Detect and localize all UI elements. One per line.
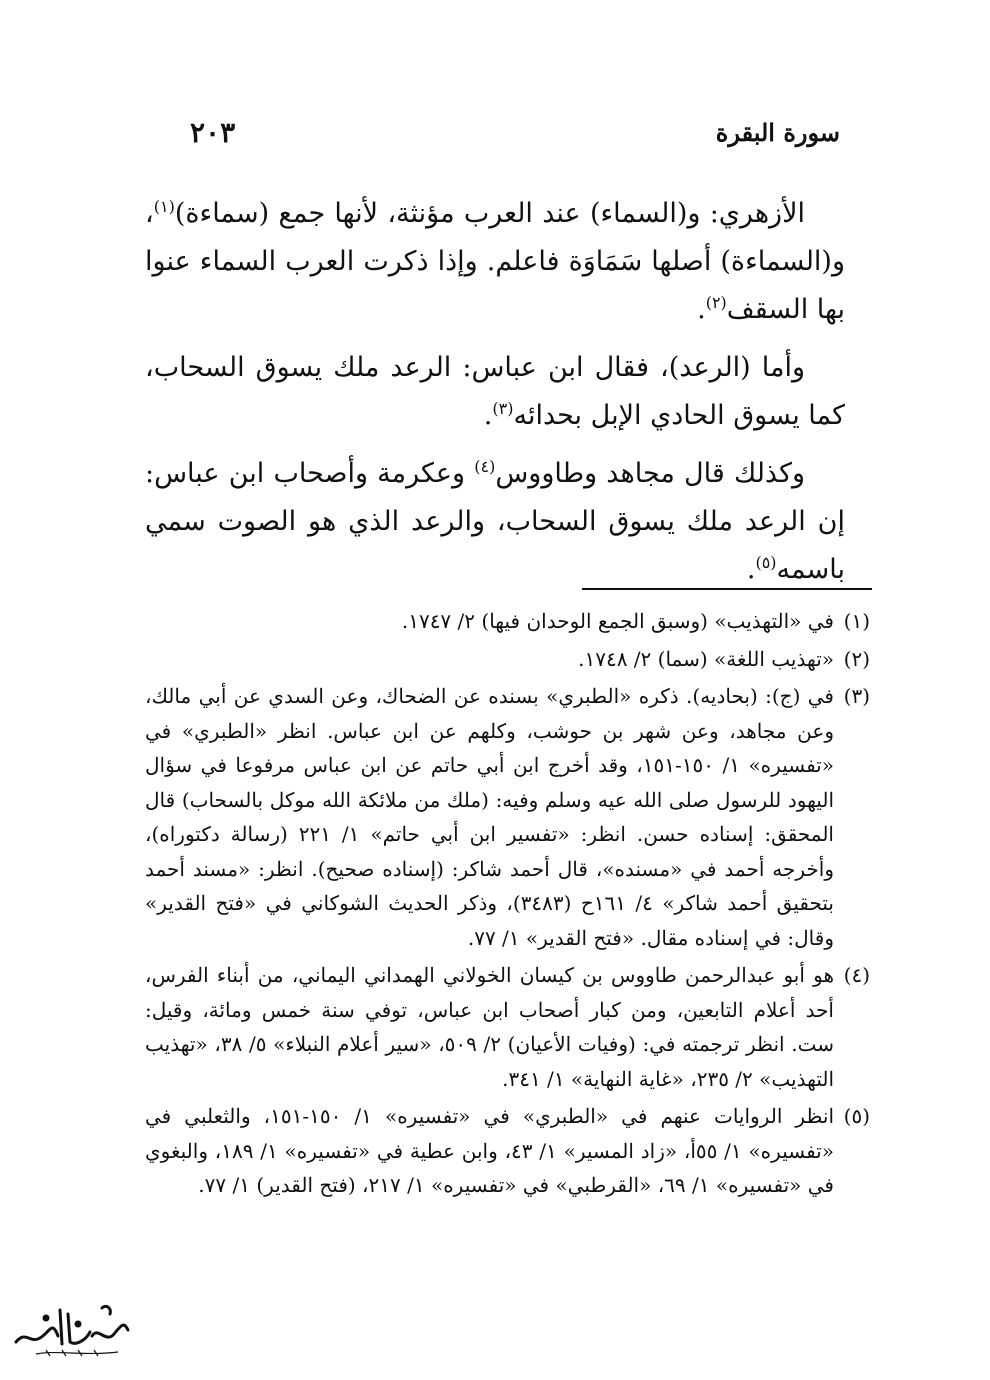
footnote-number: (٥) [843,1104,870,1128]
footnote [145,604,870,639]
paragraph-text: . [746,554,756,585]
footnote-ref: (٥) [755,553,777,572]
page-number: ٢٠٣ [190,116,236,149]
footnote [145,958,870,1096]
running-title: سورة البقرة [715,118,840,147]
paragraph-text: . [697,294,706,325]
main-text [145,190,845,604]
footnote-number: (٢) [843,646,870,671]
paragraph-text: الأزهري: و(السماء) عند العرب مؤنثة، لأنها جمع (سماءة) [174,198,805,229]
footnote-divider [582,588,872,590]
calligraphy-logo-icon [6,1300,136,1360]
footnote [145,679,870,955]
running-header [190,118,840,158]
footnote [145,642,870,677]
footnote-ref: (١) [153,197,175,216]
footnote-ref: (٤) [474,457,496,476]
paragraph-text: . [483,400,493,431]
paragraph-text: وكذلك قال مجاهد وطاووس [495,458,805,489]
paragraph [145,190,845,334]
footnote-text: في «التهذيب» (وسبق الجمع الوحدان فيها) ٢/ ١٧٤٧. [401,609,834,633]
footnote-ref: (٢) [705,293,727,312]
paragraph-text: ، و(السماءة) أصلها سَمَاوَة فاعلم. وإذا ذكرت العرب السماء عنوا بها السقف [145,198,845,325]
paragraph-text: وعكرمة وأصحاب ابن عباس: إن الرعد ملك يسوق السحاب، والرعد الذي هو الصوت سمي باسمه [145,458,845,585]
footnote-number: (٤) [843,963,870,987]
footnote-text: هو أبو عبدالرحمن طاووس بن كيسان الخولاني الهمداني اليماني، من أبناء الفرس، أحد أعلام التابعين، ومن كبار أصحاب ابن عباس، توفي سنة خمس ومائة، وقيل: ست. انظر ترجمته في: (وفيات الأعيان) ٢/ ٥٠٩، «سير أعلام النبلاء» ٥/ ٣٨، «تهذيب التهذيب» ٢/ ٢٣٥، «غاية النهاية» ١/ ٣٤١. [145,963,834,1091]
footnote-text: انظر الروايات عنهم في «الطبري» في «تفسيره» ١/ ١٥٠-١٥١، والثعلبي في «تفسيره» ١/ ٥٥أ، «زاد المسير» ١/ ٤٣، وابن عطية في «تفسيره» ١/ ١٨٩، والبغوي في «تفسيره» ١/ ٦٩، «القرطبي» في «تفسيره» ١/ ٢١٧، (فتح القدير) ١/ ٧٧. [145,1104,834,1197]
paragraph [145,450,845,594]
footnote-text: في (ج): (بحاديه). ذكره «الطبري» بسنده عن الضحاك، وعن السدي عن أبي مالك، وعن مجاهد، وعن شهر بن حوشب، وكلهم عن ابن عباس. انظر «الطبري» في «تفسيره» ١/ ١٥٠-١٥١، وقد أخرج ابن أبي حاتم عن ابن عباس مرفوعا في سؤال اليهود للرسول صلى الله عيه وسلم وفيه: (ملك من ملائكة الله موكل بالسحاب) قال المحقق: إسناده حسن. انظر: «تفسير ابن أبي حاتم» ١/ ٢٢١ (رسالة دكتوراه)، وأخرجه أحمد في «مسنده»، قال أحمد شاكر: (إسناده صحيح). انظر: «مسند أحمد بتحقيق أحمد شاكر» ٤/ ١٦١ح (٣٤٨٣)، وذكر الحديث الشوكاني في «فتح القدير» وقال: في إسناده مقال. «فتح القدير» ١/ ٧٧. [145,684,834,950]
footnotes [145,604,870,1206]
footnote-ref: (٣) [492,399,514,418]
footnote-number: (٣) [843,684,870,708]
paragraph-text: وأما (الرعد)، فقال ابن عباس: الرعد ملك يسوق السحاب، كما يسوق الحادي الإبل بحدائه [145,352,845,431]
footnote-number: (١) [843,609,870,633]
footnote-text: «تهذيب اللغة» (سما) ٢/ ١٧٤٨. [578,646,834,671]
paragraph [145,344,845,440]
footnote [145,1099,870,1203]
